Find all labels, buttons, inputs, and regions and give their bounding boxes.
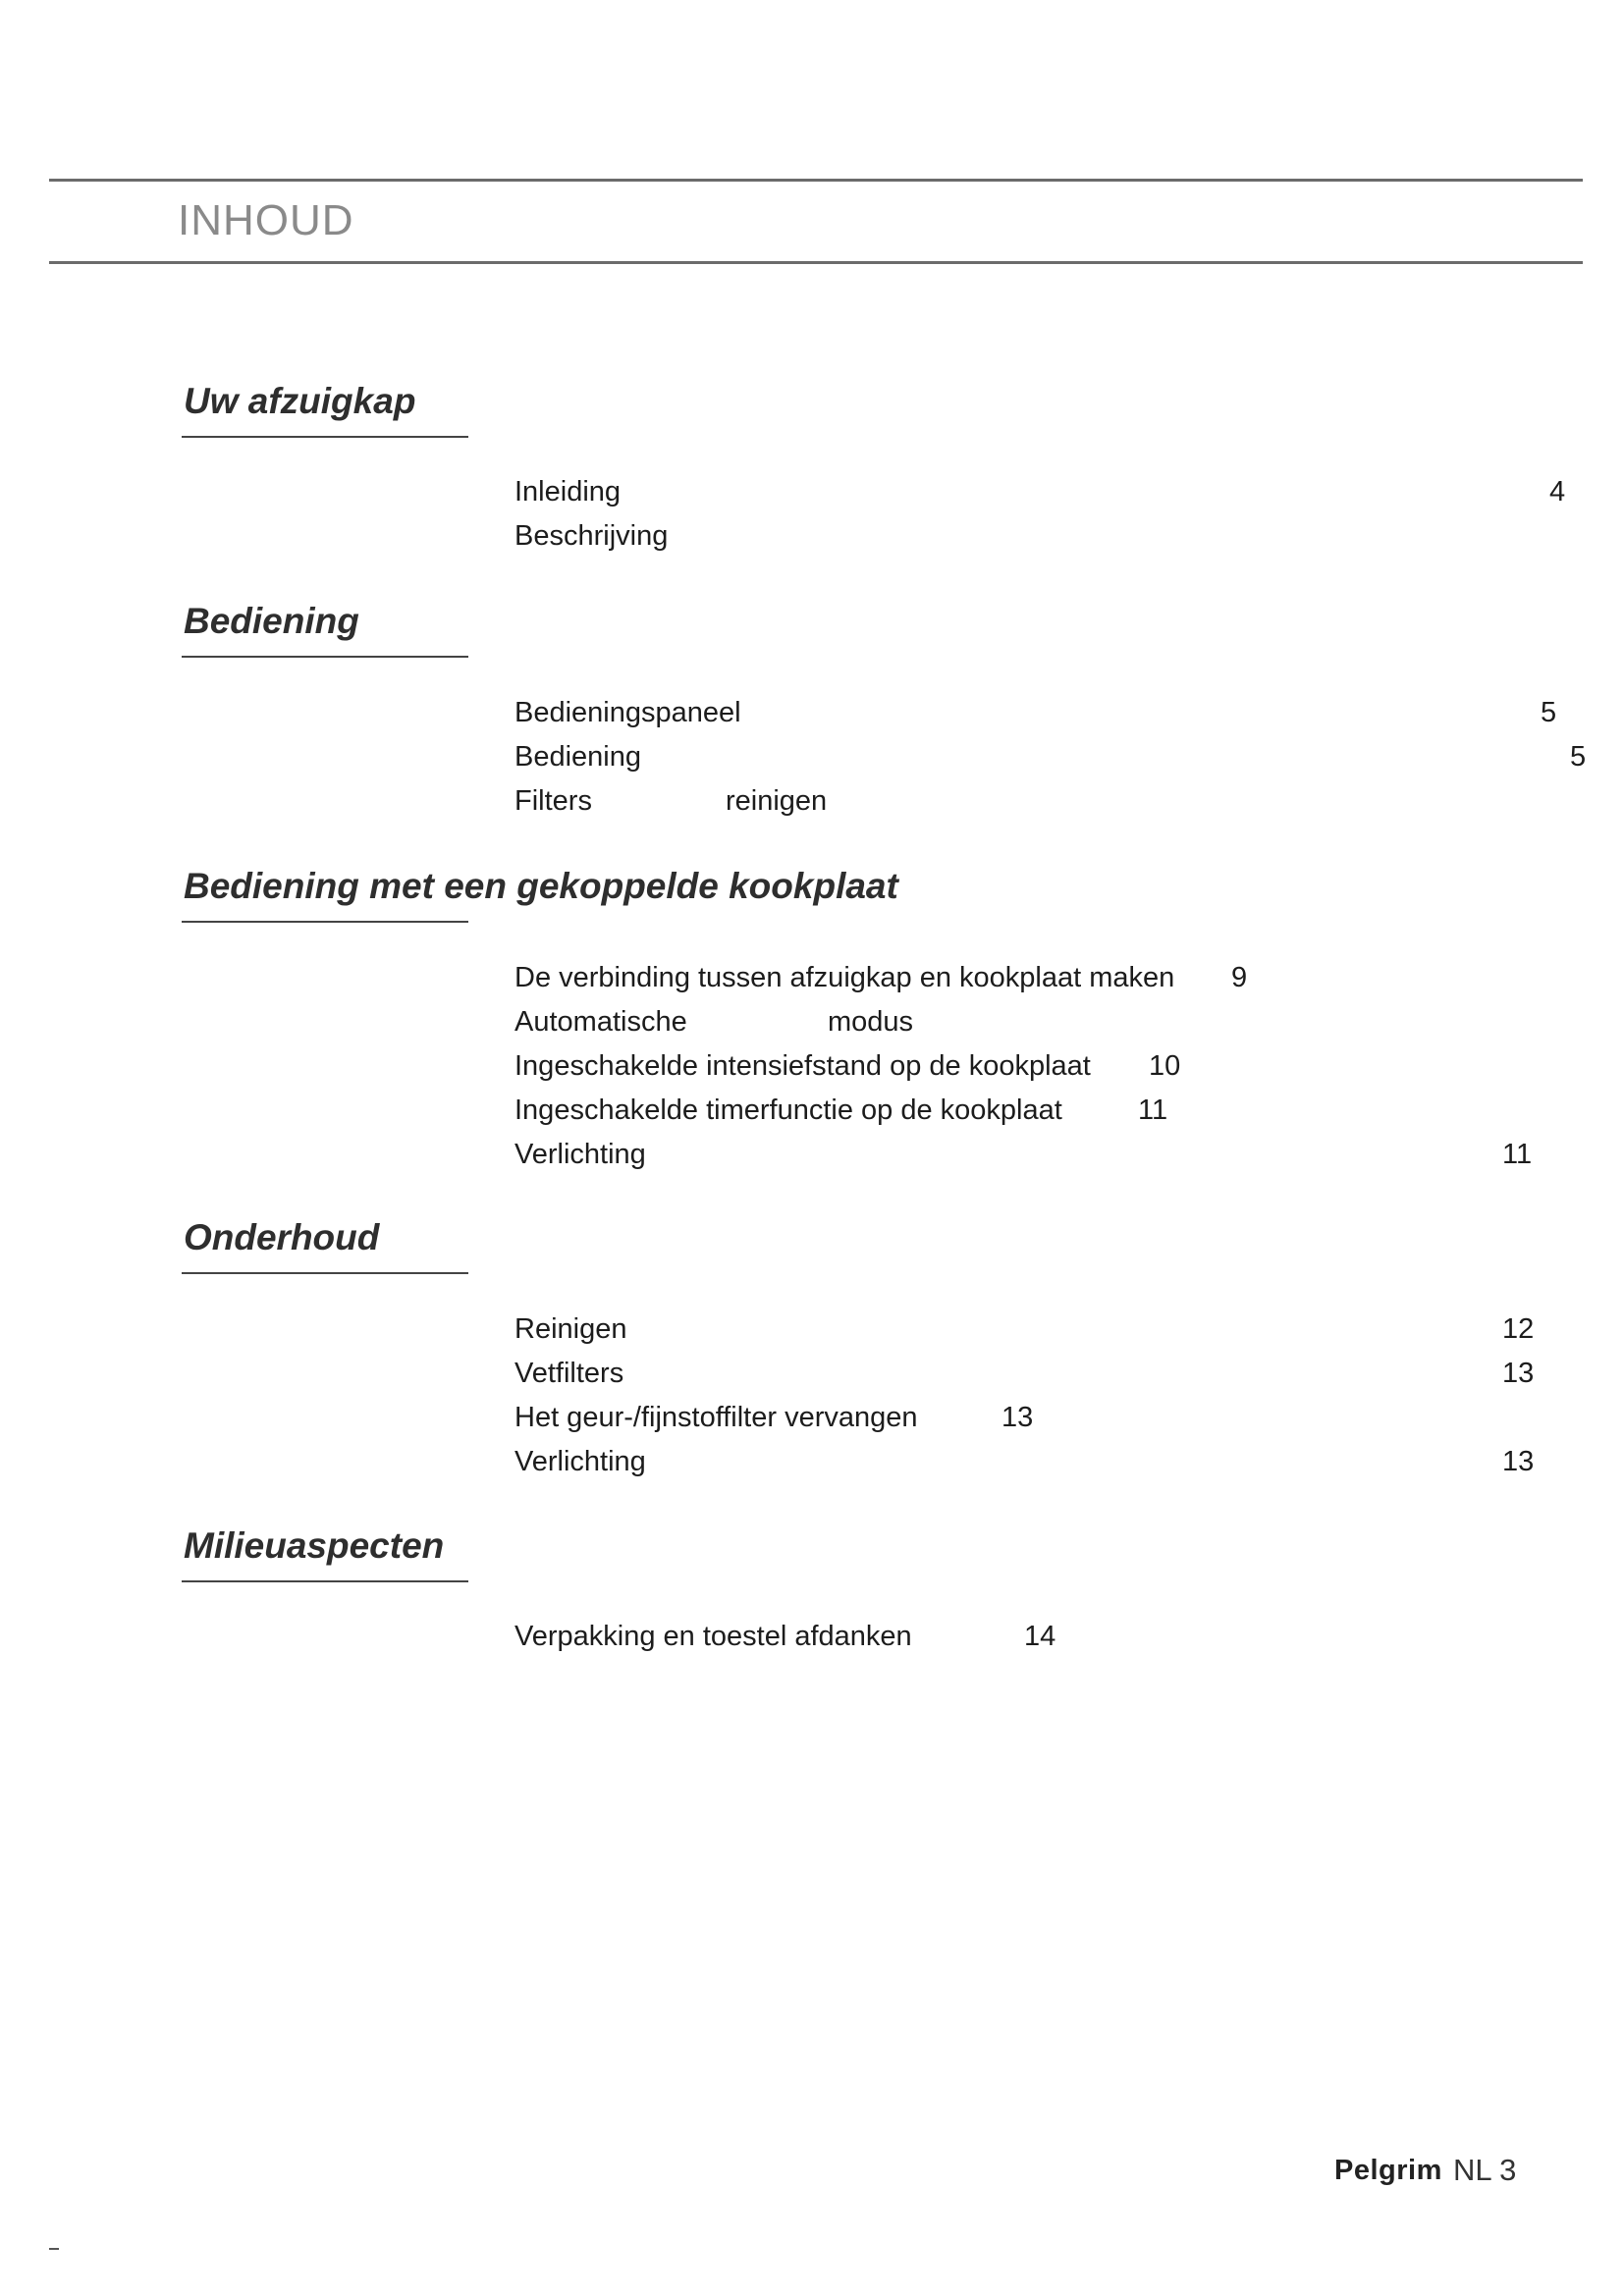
toc-page-verlichting: 11 — [1502, 1139, 1533, 1170]
toc-page-afdanken: 14 — [1024, 1621, 1056, 1652]
toc-entry-geurfilter[interactable]: Het geur-/fijnstoffilter vervangen — [514, 1402, 918, 1433]
toc-page-bedieningspaneel: 5 — [1541, 697, 1557, 728]
page-title: INHOUD — [178, 196, 354, 244]
toc-entry-verlichting[interactable]: Verlichting — [514, 1139, 646, 1170]
toc-entry-bediening[interactable]: Bediening — [514, 741, 641, 773]
toc-page-inleiding: 4 — [1549, 476, 1566, 507]
page-number: NL 3 — [1453, 2153, 1517, 2187]
section-underline — [182, 436, 468, 438]
toc-entry-vetfilters[interactable]: Vetfilters — [514, 1358, 624, 1389]
section-underline — [182, 1272, 468, 1274]
section-underline — [182, 656, 468, 658]
toc-entry-verbinding[interactable]: De verbinding tussen afzuigkap en kookplaat maken — [514, 962, 1175, 993]
toc-page-verbinding: 9 — [1231, 962, 1248, 993]
section-underline — [182, 921, 468, 923]
corner-mark — [49, 2248, 59, 2250]
toc-page-bediening: 5 — [1570, 741, 1587, 773]
toc-entry-bedieningspaneel[interactable]: Bedieningspaneel — [514, 697, 741, 728]
toc-entry-intensiefstand[interactable]: Ingeschakelde intensiefstand op de kookplaat — [514, 1050, 1091, 1082]
toc-page-verlichting: 13 — [1502, 1446, 1535, 1477]
toc-page-timerfunctie: 11 — [1138, 1095, 1168, 1126]
toc-page-geurfilter: 13 — [1001, 1402, 1034, 1433]
toc-entry-automatische[interactable]: Automatische — [514, 1006, 687, 1038]
header-top-rule — [49, 179, 1583, 182]
toc-page-reinigen: 12 — [1502, 1313, 1535, 1345]
toc-entry-beschrijving[interactable]: Beschrijving — [514, 520, 669, 552]
section-heading-onderhoud: Onderhoud — [184, 1217, 380, 1257]
toc-page-vetfilters: 13 — [1502, 1358, 1535, 1389]
toc-entry-timerfunctie[interactable]: Ingeschakelde timerfunctie op de kookplaat — [514, 1095, 1062, 1126]
section-heading-gekoppelde-kookplaat: Bediening met een gekoppelde kookplaat — [184, 866, 898, 906]
section-heading-milieuaspecten: Milieuaspecten — [184, 1525, 445, 1566]
section-heading-uw-afzuigkap: Uw afzuigkap — [184, 381, 416, 421]
toc-entry-inleiding[interactable]: Inleiding — [514, 476, 622, 507]
toc-entry-filters-suffix: reinigen — [726, 785, 828, 817]
brand-logo: Pelgrim — [1334, 2155, 1442, 2186]
section-heading-bediening: Bediening — [184, 601, 359, 641]
toc-entry-automatische-suffix: modus — [828, 1006, 914, 1038]
header-bottom-rule — [49, 261, 1583, 264]
toc-page-intensiefstand: 10 — [1149, 1050, 1181, 1082]
toc-entry-filters[interactable]: Filters — [514, 785, 592, 817]
section-underline — [182, 1580, 468, 1582]
toc-entry-reinigen[interactable]: Reinigen — [514, 1313, 627, 1345]
toc-entry-afdanken[interactable]: Verpakking en toestel afdanken — [514, 1621, 912, 1652]
toc-entry-verlichting[interactable]: Verlichting — [514, 1446, 646, 1477]
